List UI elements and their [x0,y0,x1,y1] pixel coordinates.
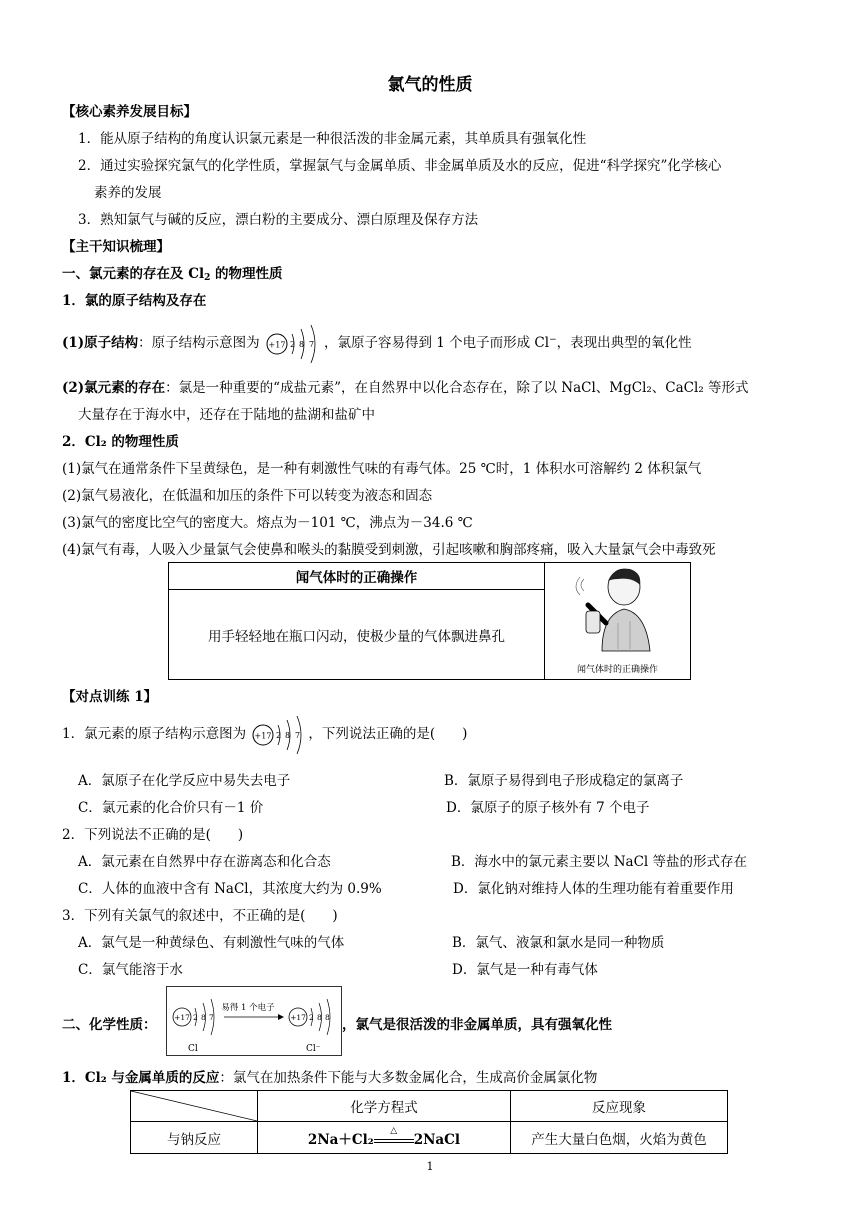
q3-option-c: C．氯气能溶于水 [78,962,183,978]
q1-option-b: B．氯原子易得到电子形成稳定的氯离子 [444,773,684,789]
page-title: 氯气的性质 [387,75,473,95]
svg-text:+17: +17 [290,1013,306,1022]
q3-option-a: A．氯气是一种黄绿色、有刺激性气味的气体 [78,935,345,951]
svg-text:2: 2 [309,1013,314,1022]
svg-text:8: 8 [325,1013,330,1022]
section2-heading: 二、化学性质： [62,1017,157,1033]
svg-text:7: 7 [295,730,301,740]
smell-operation-box [168,562,691,680]
q1-option-c: C．氯元素的化合价只有－1 价 [78,800,264,816]
page-number: 1 [426,1160,434,1173]
prop-3: (3)氯气的密度比空气的密度大。熔点为－101 ℃，沸点为－34.6 ℃ [62,515,473,531]
svg-text:+17: +17 [254,731,272,740]
phenomenon-cell: 产生大量白色烟，火焰为黄色 [511,1122,728,1154]
prop-1: (1)氯气在通常条件下呈黄绿色，是一种有刺激性气味的有毒气体。25 ℃时，1 体积水可溶解约 2 体积氯气 [62,461,702,477]
chlorine-atom-diagram-q1 [250,713,308,757]
svg-text:2: 2 [276,730,282,740]
q1-stem: 1．氯元素的原子结构示意图为 +17 2 8 7 ，下列说法正确的是( ) [62,712,467,756]
equation-cell: 2Na＋Cl₂ △ 2NaCl [258,1122,511,1154]
goal-item-2: 2．通过实验探究氯气的化学性质，掌握氯气与金属单质、非金属单质及水的反应，促进“科学探究”化学核心 [78,158,722,174]
q2-option-a: A．氯元素在自然界中存在游离态和化合态 [78,854,331,870]
svg-text:2: 2 [289,339,296,349]
svg-text:8: 8 [317,1013,322,1022]
figure-caption: 闻气体时的正确操作 [577,665,659,675]
smell-figure-cell [545,563,691,680]
goal-item-1: 1．能从原子结构的角度认识氯元素是一种很活泼的非金属元素，其单质具有强氧化性 [78,131,587,147]
q2-stem: 2．下列说法不正确的是( ) [62,827,244,843]
chlorine-atom-diagram [264,322,324,366]
box-heading: 闻气体时的正确操作 [169,563,545,590]
svg-text:+17: +17 [174,1013,190,1022]
goals-heading: 【核心素养发展目标】 [62,104,197,120]
prop-4: (4)氯气有毒，人吸入少量氯气会使鼻和喉头的黏膜受到刺激，引起咳嗽和胸部疼痛，吸入大量氯气会中毒致死 [62,542,716,558]
q2-option-b: B．海水中的氯元素主要以 NaCl 等盐的形式存在 [451,854,748,870]
header-phenomenon: 反应现象 [511,1091,728,1122]
prop-2: (2)氯气易液化，在低温和加压的条件下可以转变为液态和固态 [62,488,433,504]
table-corner-cell [131,1091,258,1122]
q3-option-b: B．氯气、液氯和氯水是同一种物质 [452,935,665,951]
electron-gain-diagram [166,986,342,1056]
practice-heading: 【对点训练 1】 [62,689,158,705]
svg-text:2: 2 [193,1013,198,1022]
goal-item-3: 3．熟知氯气与碱的反应，漂白粉的主要成分、漂白原理及保存方法 [78,212,479,228]
q1-option-a: A．氯原子在化学反应中易失去电子 [78,773,291,789]
knowledge-heading: 【主干知识梳理】 [62,239,170,255]
svg-text:7: 7 [308,339,315,349]
existence-line-1: (2)氯元素的存在：氯是一种重要的“成盐元素”，在自然界中以化合态存在，除了以 NaCl、MgCl₂、CaCl₂ 等形式 [62,380,749,396]
reaction-table [130,1090,728,1154]
svg-text:+17: +17 [268,340,286,349]
svg-text:8: 8 [285,730,291,740]
section1-sub2: 2．Cl₂ 的物理性质 [62,434,179,450]
section2-sub1: 1．Cl₂ 与金属单质的反应：氯气在加热条件下能与大多数金属化合，生成高价金属氯化物 [62,1070,598,1086]
structure-line: (1)原子结构：原子结构示意图为 +17 2 8 7 ，氯原子容易得到 1 个电子而形成 Cl−，表现出典型的氧化性 [62,318,692,362]
svg-text:Cl: Cl [188,1044,198,1054]
q2-option-d: D．氯化钠对维持人体的生理功能有着重要作用 [453,881,734,897]
goal-item-2-cont: 素养的发展 [94,185,162,201]
svg-text:8: 8 [201,1013,206,1022]
svg-text:8: 8 [298,339,305,349]
section2-tail: ，氯气是很活泼的非金属单质，具有强氧化性 [342,1017,612,1033]
box-text: 用手轻轻地在瓶口闪动，使极少量的气体飘进鼻孔 [169,590,545,680]
svg-text:易得 1 个电子: 易得 1 个电子 [221,1003,275,1013]
svg-text:Cl⁻: Cl⁻ [306,1044,321,1054]
existence-line-2: 大量存在于海水中，还存在于陆地的盐湖和盐矿中 [78,407,375,423]
section1-sub1: 1．氯的原子结构及存在 [62,293,207,309]
header-equation: 化学方程式 [258,1091,511,1122]
q3-stem: 3．下列有关氯气的叙述中，不正确的是( ) [62,908,338,924]
diagonal-line [131,1091,257,1121]
svg-text:7: 7 [209,1013,214,1022]
q2-option-c: C．人体的血液中含有 NaCl，其浓度大约为 0.9% [78,881,382,897]
person-smelling-figure [558,563,678,658]
section1-heading: 一、氯元素的存在及 $Cl_2$ 的物理性质 [62,266,283,283]
row-label-sodium: 与钠反应 [131,1122,258,1154]
q3-option-d: D．氯气是一种有毒气体 [452,962,598,978]
q1-option-d: D．氯原子的原子核外有 7 个电子 [446,800,650,816]
